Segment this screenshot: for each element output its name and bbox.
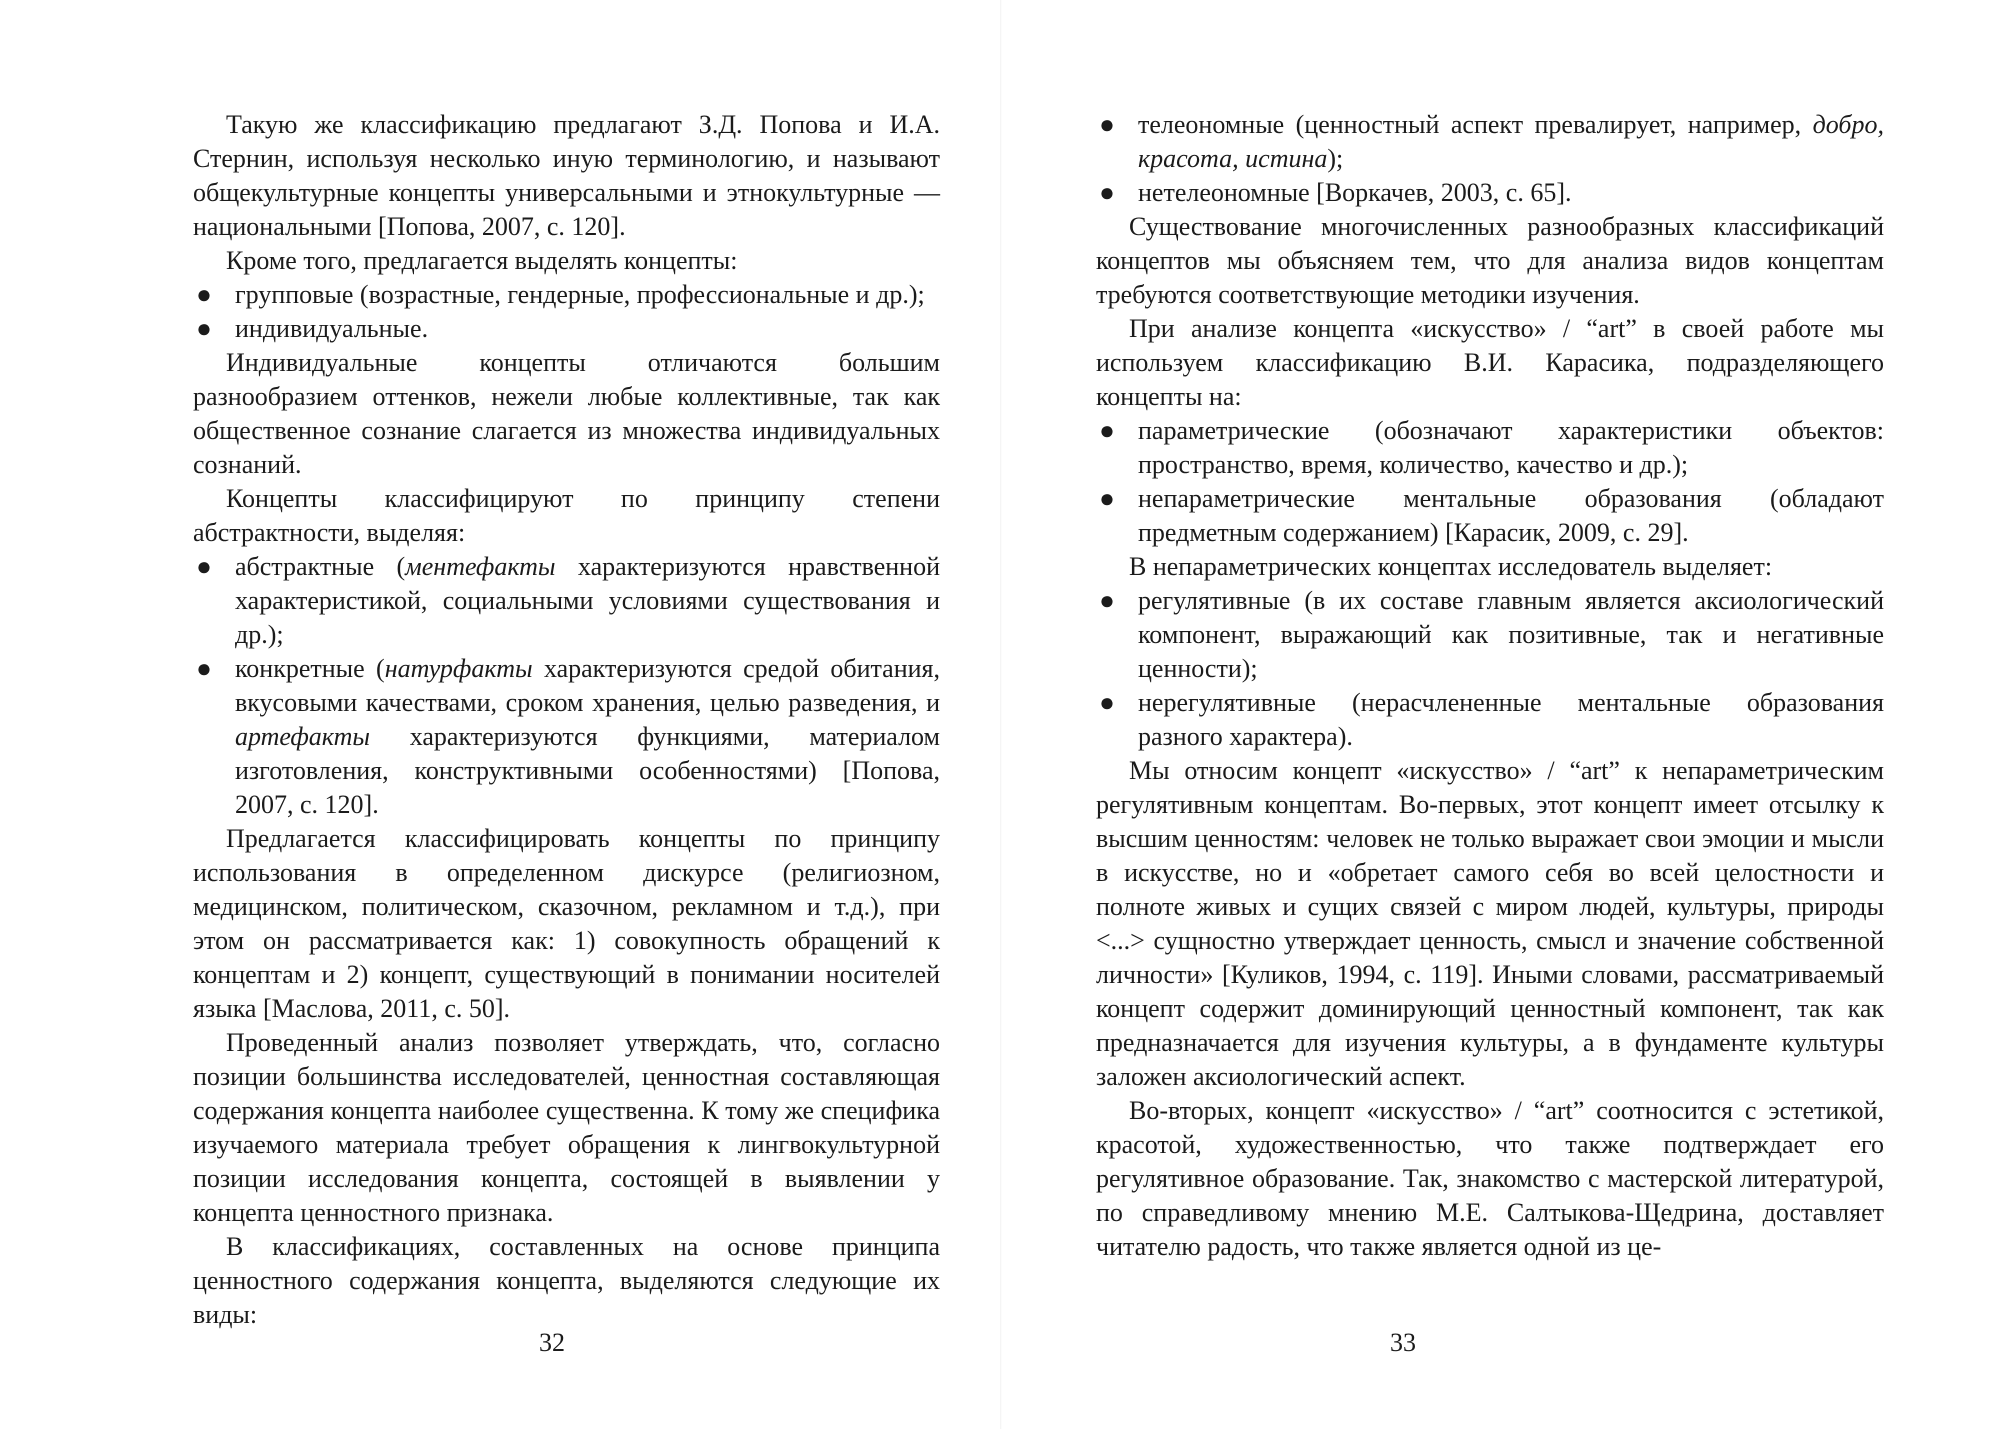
list-item <box>193 278 940 312</box>
text-run: Кроме того, предлагается выделять концепты: <box>226 246 738 275</box>
page-number: 33 <box>1390 1328 1416 1357</box>
text-run: конкретные ( <box>235 654 385 683</box>
text-run: Существование многочисленных разнообразных классификаций концептов мы объясняем тем, что для анализа видов концептам требуются соответствующие методики изучения. <box>1096 212 1884 309</box>
text-run: Индивидуальные концепты отличаются большим разнообразием оттенков, нежели любые коллективные, так как общественное сознание слагается из множества индивидуальных сознаний. <box>193 348 940 479</box>
paragraph <box>1096 1094 1884 1264</box>
bullet-icon: ● <box>1099 110 1115 139</box>
text-run: Такую же классификацию предлагают З.Д. Попова и И.А. Стернин, используя несколько иную терминологию, и называют общекультурные концепты универсальными и этнокультурные — национальными [Попова, 2007, с. 120]. <box>193 110 940 241</box>
right-page <box>1000 0 2000 1429</box>
bullet-icon: ● <box>196 552 212 581</box>
text-run: непараметрические ментальные образования (обладают предметным содержанием) [Карасик, 2009, с. 29]. <box>1138 484 1884 547</box>
italic-term: артефакты <box>235 722 370 751</box>
bullet-icon: ● <box>1099 688 1115 717</box>
text-run: нерегулятивные (нерасчлененные ментальные образования разного характера). <box>1138 688 1884 751</box>
bullet-icon: ● <box>196 314 212 343</box>
text-run: регулятивные (в их составе главным является аксиологический компонент, выражающий как позитивные, так и негативные ценности); <box>1138 586 1884 683</box>
list-item <box>193 550 940 652</box>
bullet-list <box>1096 584 1884 754</box>
text-run: индивидуальные. <box>235 314 429 343</box>
page-number: 32 <box>539 1328 565 1357</box>
list-item <box>1096 584 1884 686</box>
text-run: Предлагается классифицировать концепты по принципу использования в определенном дискурсе (религиозном, медицинском, политическом, сказочном, рекламном и т.д.), при этом он рассматривается как: 1) совокупность обращений к концептам и 2) концепт, существующий в понимании носителей языка [Маслова, 2011, с. 50]. <box>193 824 940 1023</box>
list-item <box>1096 414 1884 482</box>
italic-term: ментефакты <box>405 552 556 581</box>
paragraph <box>193 108 940 244</box>
bullet-icon: ● <box>196 654 212 683</box>
text-run: ); <box>1327 144 1344 173</box>
text-run: характеризуются средой обитания, вкусовыми качествами, сроком хранения, целью разведения, и <box>235 654 941 717</box>
list-item <box>193 312 940 346</box>
paragraph <box>193 244 940 278</box>
bullet-icon: ● <box>196 280 212 309</box>
list-item <box>1096 686 1884 754</box>
text-run: групповые (возрастные, гендерные, профессиональные и др.); <box>235 280 925 309</box>
paragraph <box>1096 210 1884 312</box>
bullet-list <box>193 550 940 822</box>
paragraph <box>193 1026 940 1230</box>
list-item <box>1096 108 1884 176</box>
paragraph <box>193 1230 940 1332</box>
bullet-icon: ● <box>1099 484 1115 513</box>
bullet-list <box>193 278 940 346</box>
bullet-icon: ● <box>1099 586 1115 615</box>
text-run: В непараметрических концептах исследователь выделяет: <box>1129 552 1773 581</box>
list-item <box>193 652 940 822</box>
bullet-list <box>1096 414 1884 550</box>
list-item <box>1096 482 1884 550</box>
right-page-text <box>1096 108 1884 1264</box>
paragraph <box>1096 550 1884 584</box>
italic-term: натурфакты <box>384 654 533 683</box>
list-item <box>1096 176 1884 210</box>
paragraph <box>1096 312 1884 414</box>
text-run: Во-вторых, концепт «искусство» / “art” соотносится с эстетикой, красотой, художественностью, что также подтверждает его регулятивное образование. Так, знакомство с мастерской литературой, по справедливому мнению М.Е. Салтыкова-Щедрина, доставляет читателю радость, что также является одной из це- <box>1096 1096 1884 1261</box>
text-run: телеономные (ценностный аспект превалирует, например, <box>1138 110 1813 139</box>
text-run: В классификациях, составленных на основе принципа ценностного содержания концепта, выделяются следующие их виды: <box>193 1232 940 1329</box>
text-run: Проведенный анализ позволяет утверждать, что, согласно позиции большинства исследователей, ценностная составляющая содержания концепта наиболее существенна. К тому же специфика изучаемого материала требует обращения к лингвокультурной позиции исследования концепта, состоящей в выявлении у концепта ценностного признака. <box>193 1028 940 1227</box>
italic-term: добро, красота, истина <box>1138 110 1884 173</box>
text-run: характеризуются нравственной характеристикой, социальными условиями существования и др.); <box>235 552 941 649</box>
paragraph <box>193 482 940 550</box>
text-run: При анализе концепта «искусство» / “art” в своей работе мы используем классификацию В.И. Карасика, подразделяющего концепты на: <box>1096 314 1884 411</box>
text-run: характеризуются функциями, материалом изготовления, конструктивными особенностями) [Попова, 2007, с. 120]. <box>235 722 940 819</box>
paragraph <box>1096 754 1884 1094</box>
paragraph <box>193 346 940 482</box>
left-page-text <box>193 108 940 1332</box>
text-run: абстрактные ( <box>235 552 406 581</box>
bullet-icon: ● <box>1099 178 1115 207</box>
text-run: Мы относим концепт «искусство» / “art” к непараметрическим регулятивным концептам. Во-первых, этот концепт имеет отсылку к высшим ценностям: человек не только выражает свои эмоции и мысли в искусстве, но и «обретает самого себя во всей целостности и полноте живых и сущих связей с миром людей, культуры, природы <...> сущностно утверждает ценность, смысл и значение собственной личности» [Куликов, 1994, с. 119]. Иными словами, рассматриваемый концепт содержит доминирующий ценностный компонент, так как предназначается для изучения культуры, а в фундаменте культуры заложен аксиологический аспект. <box>1096 756 1884 1091</box>
text-run: Концепты классифицируют по принципу степени абстрактности, выделяя: <box>193 484 940 547</box>
bullet-icon: ● <box>1099 416 1115 445</box>
text-run: нетелеономные [Воркачев, 2003, с. 65]. <box>1138 178 1572 207</box>
text-run: параметрические (обозначают характеристики объектов: пространство, время, количество, качество и др.); <box>1138 416 1884 479</box>
bullet-list <box>1096 108 1884 210</box>
paragraph <box>193 822 940 1026</box>
